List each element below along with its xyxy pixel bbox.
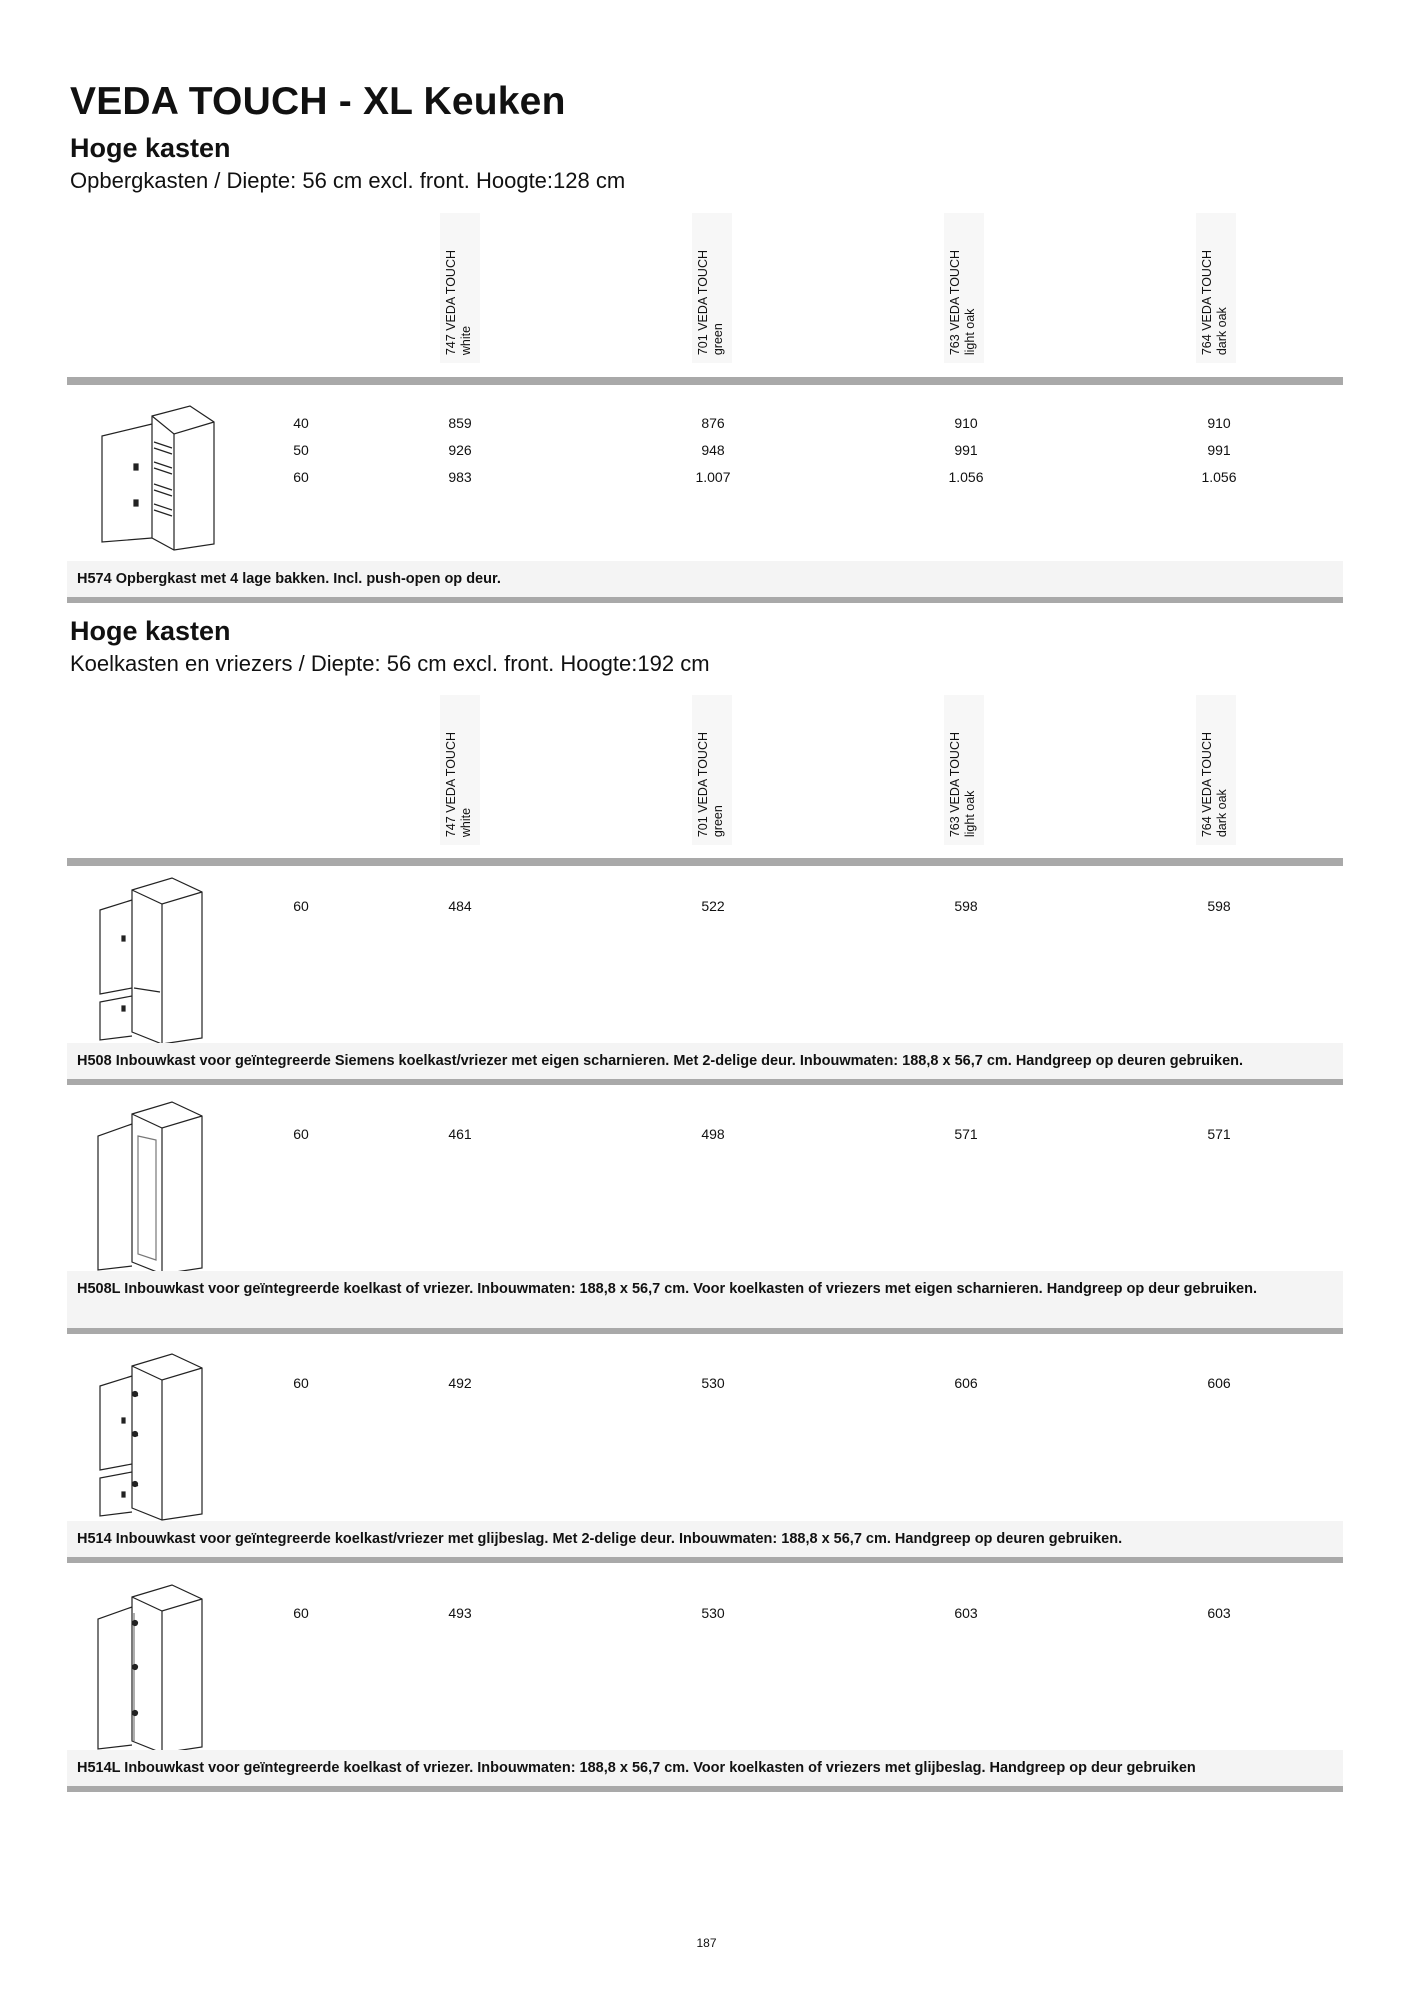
product-description [67,1750,1343,1786]
table-header-divider [67,858,1343,866]
column-header-name: 747 VEDA TOUCH [444,731,458,837]
product-code: H508L [77,1281,121,1297]
product-description-text: Inbouwkast voor geïntegreerde koelkast of vriezer. Inbouwmaten: 188,8 x 56,7 cm. Voor koelkasten of vriezers met glijbeslag. Handgreep op deur gebruiken [124,1760,1196,1776]
size-cell: 50 [293,442,309,458]
fridge-cabinet-one-door-icon [92,1100,212,1278]
price-cell: 493 [448,1605,472,1621]
price-cell: 603 [1207,1605,1231,1621]
row-divider [67,597,1343,603]
column-header-color: green [711,323,725,355]
product-description [67,1521,1343,1557]
column-header-light-oak [944,695,984,845]
section1-heading: Hoge kasten [70,133,231,163]
size-cell: 60 [293,1605,309,1621]
row-divider [67,1328,1343,1334]
size-cell: 60 [293,469,309,485]
column-header-green [692,695,732,845]
size-cell: 60 [293,898,309,914]
column-header-light-oak [944,213,984,363]
product-code: H514L [77,1760,121,1776]
section2-subheading: Koelkasten en vriezers / Diepte: 56 cm excl. front. Hoogte:192 cm [70,651,710,676]
price-cell: 522 [701,898,725,914]
price-cell: 859 [448,415,472,431]
size-cell: 40 [293,415,309,431]
fridge-cabinet-two-doors-icon [92,876,212,1046]
size-cell: 60 [293,1375,309,1391]
table-header-divider [67,377,1343,385]
column-header-color: light oak [963,308,977,355]
price-cell: 948 [701,442,725,458]
column-header-white [440,695,480,845]
section1-subheading: Opbergkasten / Diepte: 56 cm excl. front. Hoogte:128 cm [70,168,626,193]
column-header-green [692,213,732,363]
section2-heading: Hoge kasten [70,616,231,646]
price-cell: 530 [701,1605,725,1621]
price-cell: 926 [448,442,472,458]
column-header-color: green [711,805,725,837]
column-header-white [440,213,480,363]
column-header-dark-oak [1196,213,1236,363]
product-description [67,1043,1343,1079]
fridge-cabinet-one-door-sliding-icon [92,1583,212,1755]
column-header-name: 763 VEDA TOUCH [948,249,962,355]
product-description [67,1271,1343,1328]
price-cell: 910 [954,415,978,431]
column-header-name: 701 VEDA TOUCH [696,731,710,837]
price-cell: 1.056 [948,469,984,485]
product-description [67,561,1343,597]
price-cell: 530 [701,1375,725,1391]
price-cell: 461 [448,1126,472,1142]
column-header-name: 764 VEDA TOUCH [1200,249,1214,355]
price-cell: 991 [1207,442,1231,458]
column-header-color: dark oak [1215,307,1229,355]
product-description-text: Opbergkast met 4 lage bakken. Incl. push-open op deur. [115,571,501,587]
product-description-text: Inbouwkast voor geïntegreerde koelkast/vriezer met glijbeslag. Met 2-delige deur. Inbouwmaten: 188,8 x 56,7 cm. Handgreep op deuren gebruiken. [115,1531,1123,1547]
product-description-text: Inbouwkast voor geïntegreerde Siemens koelkast/vriezer met eigen scharnieren. Met 2-delige deur. Inbouwmaten: 188,8 x 56,7 cm. Handgreep op deuren gebruiken. [115,1053,1244,1069]
size-cell: 60 [293,1126,309,1142]
fridge-cabinet-two-doors-sliding-icon [92,1352,212,1522]
column-header-name: 747 VEDA TOUCH [444,249,458,355]
column-header-name: 763 VEDA TOUCH [948,731,962,837]
price-cell: 606 [1207,1375,1231,1391]
price-cell: 603 [954,1605,978,1621]
price-cell: 910 [1207,415,1231,431]
price-cell: 598 [1207,898,1231,914]
price-cell: 1.056 [1201,469,1237,485]
column-header-color: white [459,807,473,837]
row-divider [67,1079,1343,1085]
page-number: 187 [696,1936,717,1950]
price-cell: 571 [1207,1126,1231,1142]
column-header-dark-oak [1196,695,1236,845]
price-cell: 571 [954,1126,978,1142]
price-cell: 991 [954,442,978,458]
product-code: H574 [77,571,112,587]
column-header-color: light oak [963,790,977,837]
page-title: VEDA TOUCH - XL Keuken [70,80,566,123]
price-cell: 876 [701,415,725,431]
price-cell: 492 [448,1375,472,1391]
row-divider [67,1786,1343,1792]
column-header-color: white [459,325,473,355]
tall-cabinet-with-drawers-icon [92,404,220,552]
column-header-name: 764 VEDA TOUCH [1200,731,1214,837]
price-cell: 983 [448,469,472,485]
price-cell: 498 [701,1126,725,1142]
product-description-text: Inbouwkast voor geïntegreerde koelkast of vriezer. Inbouwmaten: 188,8 x 56,7 cm. Voor koelkasten of vriezers met eigen scharnieren. Handgreep op deur gebruiken. [124,1281,1258,1297]
row-divider [67,1557,1343,1563]
price-cell: 598 [954,898,978,914]
column-header-color: dark oak [1215,789,1229,837]
price-cell: 1.007 [695,469,731,485]
product-code: H508 [77,1053,112,1069]
column-header-name: 701 VEDA TOUCH [696,249,710,355]
price-cell: 484 [448,898,472,914]
product-code: H514 [77,1531,112,1547]
price-cell: 606 [954,1375,978,1391]
